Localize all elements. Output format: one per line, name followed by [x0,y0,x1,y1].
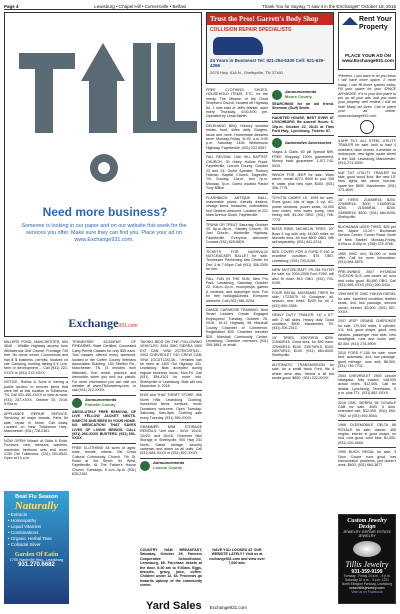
free-clothing-ad: FREE CLOTHING! All sizes of ages: male, female, infants. Old Cross Cultural Community Church. 7th St. Road at 3rd Street. 64 West, Fayetteville. At The Father's House Church. Tuesdays, 9 a.m.-3p.m. (931) 625-2162. [72,445,136,477]
category-title: Automotive Accessories [285,140,332,146]
header-towns: Lewisburg • Chapel Hill • Cornersville • Belfast [94,3,187,9]
haunted-house-ad: HAUNTED HOUSE, BEST EVER AT LYNCHBURG. Be scared! Hours: 6-10p.m. October 22, 28-31 at Tims Ford Hwy., Lynchburg. Tickets: $7. [272,115,334,134]
category-title: Announcements [153,460,185,466]
garretts-address: 2678 Hwy. 41A N., Shelbyville, TN 37160 [210,70,283,75]
circle-badge [360,120,374,134]
column-9 [272,550,273,551]
absolutely-free-ad: ABSOLUTELY FREE REMOVAL OF LIVE YELLOW JACKET NESTS. INSECTS AND BEES IN YOUR HOME. NO MEDICATION! THAT SAVES LIVES OF LIVING BEINGS. CALL (931) 266-XXXX BUSTERS. (931) 691-XXXX. [72,409,136,441]
fall-fun-ad: FALL FUN IN THE SUN, New Pro Park, Lewisburg, Saturday, October 22, 10a.m.-2p.m., moonjumps, games & contests, and scavenger hunt. Fun for free hotdogs&drinks. Everyone welcome. Call (931) 581-0208. [206,276,268,303]
page-number: Page 4 [4,3,19,9]
tickets-ad: TICKETS FOR NASHVILLE NUTCRACKER BALLET for sale. Tennessee Performing Arts Center for Dec 3 at 7:00pm Call (931) 306-2500 for info. [206,249,268,272]
yard-sales-subtitle: Exchange931.com [209,605,247,610]
beat-flu-ad [4,491,69,604]
jewelry-title: Custom Jewelry Design [347,518,387,530]
ehis-ad: EHIS and THAT THRIFT STORE, 506 North Hills, Lewisburg. Clothing, household items, furniture, more! Donations welcome. Open Tuesday-Saturday, 9am-5pm. Clothing sale every Tuesday. (931) 359-XXXX. [140,393,202,420]
tool-bar-l2 [157,43,175,133]
category-subtitle: Lincoln County [153,464,183,470]
millers-pond-ad: MILLERS POND, MANCHESTER, 654 3648 - Wildlife Highway access from Willowbrook Golf Course. Frontage 749 feet. No home owner. Commercial and has $ $ business, permits, stocked on site. Camping, hunting, fishing & it. Live, farm or development.... Call (931) 222-XXXX or (931) 212-XXXX. [4,340,68,375]
motorcraft-ad: NEW MOTORCRAFT FR-784 FILTER for sale, for 2004-2008 Ford F250, will also fit most. $10 OBO. (931) 703-0150. [272,267,334,286]
tall-logo [5,13,202,203]
beat-flu-big: Naturally [14,500,59,512]
beat-flu-address: 1705 Nashville Hwy., Lewisburg [9,558,64,562]
collision-label: COLLISION REPAIR SPECIALISTS [210,27,292,33]
beat-flu-item: • Extracts [8,512,28,517]
car-icon [272,138,282,148]
jewelry-subtitle: JEWELRY REPAIR ESTATE JEWELRY [343,530,391,538]
bed-cover-ad: BED COVER FOR A FORD F-150 in excellent condition. $75 OBO. Lewisburg. (931) 703-0155. [272,249,334,263]
garretts-title: Trust the Pros! Garrett's Body Shop [207,13,333,25]
beat-flu-item: • Homeopathy [8,518,37,523]
gmc-1965-ad: 1965 GMC 4x4, $4,000 or best offer. Call for more information. (931) 684-5878. [338,251,396,265]
rent-body: *Renters, I just want to let you know I will have more space. 2 more today. I can fill those spaces today. Fill your space for your SPACE ANYMORE. If it is your first place to put up all your ads and you want your property well rented, I will do that! Many ad sizes. Call or place your ad online, www.exchange931.com. [338,74,396,118]
beat-flu-item: • Colloidal Silver [8,542,41,547]
automatic-transmission-ad: AUTOMATIC TRANSMISSION for sale, for a small block Ford, fits 4 wheel drive also. Needs a kit but works good. $600. (931) 222-XXXX. [272,362,334,381]
need-business-heading: Need more business? [42,205,168,219]
yard-sales-title: Yard Sales [146,600,202,610]
column-5 [272,88,334,548]
beat-flu-phone: 931.270.6682 [18,562,55,568]
announcement-icon [72,398,82,408]
beat-flu-item: • Organic Herbal Teas [8,536,52,541]
tires-15-ad: 15" TIRES: 205/70R15, $200. 215/60R15. Good tires, for $40 each. 225/60R15, $100. 235/70R15, $100. 265/70R15, $100. (931) 684-6000, Shelbyville. [272,335,334,358]
tillis-name: Tillis Jewelry [345,560,389,569]
garretts-phones: 24 Years in Business! Tel: 921-294-5330 Cell: 921-639-4396 [210,58,325,68]
announcement-icon [140,461,150,471]
tires-mussman-ad: FOUR RATIAL MUSSMAN TIRES for sale, LT235/75 16 Goodyear, all-season, new tread. $200 for all 4. (931) 659-3396. [272,290,334,308]
gmc-yukon-ad: 1995 WHITE GMC YUKON DIESEL for sale, excellent condition, leather seats, 4x4, tow package, second owner, funded, $3,500. (931) 607-XXXX. [338,292,396,315]
grammer-storage-ad: GRAMMER MINI STORAGE RENTALS. Unit size - 5x10, 10x10, 10x20, and 10x15. Grammer Mini Storage in Shelbyville, 500 Hwy 231 North. Gated storage, security cameras, and alarm on all units. Call (931) 684-XXXX or (931) 607-XXXX. [140,424,202,456]
tennessee-firearms-ad: TENNESSEE ACADEMY OF FIREARMS. State Certified, Concealed Carry Permit Classes for only $55 each. Two classes offered every weekend, located in the Coffee County Veterans Association Building, 150 Shelton Rd., Manchester, TN. (5 minutes from Walmart). Gun rental, practice and instruction when you rent our pistols. For more information you can visit our website at www.TNAcademy.com, or call (931) 212-XXXX. [72,340,136,393]
buick-1999-ad: 1999 BUICK REGAL for sale, 3 Door, Coupe, runs good, has transmission problems, just doesn't work, $600. (931) 684-3877. [338,450,396,468]
exchange-domain: 931.com [118,323,138,329]
column-6 [206,340,207,341]
tillis-address: Tuesday - Friday 10 a.m. - 5 p.m. Saturday 10 a.m. - 3 p.m. 1221 North Ellington Parkway, Lewisburg [341,574,393,586]
header-date: Thank You for Saying, "I saw it in the EXchange!" October 19, 2016 [261,3,396,9]
taking-bids-ad: TAKING BIDS ON THE FOLLOWING VEHICLES: 2004 GMC SIERRA 1500 EXT CAB, VIN# 2GTEK19T541... 2003 CHEVROLET S10 CREW CAB, VIN# 1GCDT13X13K... Vehicles can be seen at 1400 Old Highway 431, Lewisburg. Bids accepted during regular business hours, Mon-Fri. Call (931) 359-4101 for more info. Shelbyville or Lewisburg. Bids will end November 5, 2016. [140,340,202,389]
tillis-website[interactable]: www.tillisjewelry.com [349,586,385,591]
country-ham-block [140,548,202,594]
toyota-ad: TOYOTA CAMRY LE, 1994 for sale: Runs good, lots of tags, 4 cyl, AC, power windows, power seats, 10,000 new clutch, new water pump, new timing belt, $1,000 OBO. (931) 796-7775. [272,195,334,222]
franklin-county-header [72,398,136,408]
rent-title: Rent Your Property [359,16,392,31]
ring-image [353,541,381,557]
moore-county-header [272,90,334,100]
facebook-link[interactable]: Visit us on Facebook [351,590,383,595]
appliance-ad: APPLIANCE REPAIR SERVICE. Servicing all major brands. Parts for sale, repair in home. Call today. Located on New Tullahoma Hwy., Manchester. (931) 728-2361. [4,411,68,434]
tires-16-ad: 16" TIRES: 215/65R16, $200. 225/65R16, $200. 215/60R16, $200. 215/55R16, $200. 235/65R16, $200. (931) 684-6200, Shelbyville. [338,197,396,220]
utility-trailer-ad: 4.5HP TILT, ALL STEEL UTILITY TRAILER for sale, built to haul 4 wheelers, lawn mower, 4-wheeler or motorcycle, new lights, spare wheel & tire, 5x8. Lewisburg, Manchester. (931) 271-4000. [338,139,396,166]
visit-website-ad[interactable]: HAVE YOU LOOKED AT OUR WEBSITE LATELY? Visit us at exchange931.com and view over 7,000 ads. [209,548,265,566]
rent-property-ad [338,12,396,70]
tilt-trailer-ad: 5x8' TILT UTILITY TRAILER for sale, good wood floor, like new 15" tires, lights, tail, winch, tow-bar, spare tire, $650. Manchester. (931) 273-4000. [338,170,396,193]
garden-of-eatin: Garden Of Eatin [14,552,59,558]
olds-1966-ad: 1966 OLDSMOBILE DELTA 88 ROYALE for sale, classic, 455 engine, interior in good shape, no rust, runs good, color blue, $1,000. (931) 220-4648. [338,423,396,445]
tall-ad [4,12,202,337]
hyundai-2007-ad: PRE-OWNED 2007 HYUNDAI TUCSON GLS, one owner, all, runs and looks good, $5,850 OBO. Call (931) 695-XXXX (931) 260-3434. [338,269,396,288]
exchange-brand: Exchange [68,316,119,330]
visit-website-block [206,548,268,594]
ford-2010-ad: 2010 FORD F-150 for sale, short bed, automatic, 4x4, tow package, good mileage, runs well, $6,500. (931) 739-7702. [338,350,396,369]
need-business-body: Someone is looking in our paper and on our website this week for the services you offer. Make sure they can find you. Place your ad on www.Exchange931.com. [21,223,187,243]
buchanan-tires-ad: BUCHANAN USED TIRES, $25 per tire, Alpine 13-20+. Buchanan Service Center, Comer Road, North of New Market. Monday-Friday, 8:00a.m.-5:00p.m. (256) 379-4766. [338,224,396,247]
jewelry-ad [338,514,396,604]
country-ham-ad: COUNTRY HAM BREAKFAST, Saturday, October 29, Farmers Cooperative Schoolhouse, Lewisburg, $8. Purchase tickets at the door, 6:30 am to 9:30am. Eggs, biscuits, gravy, juice, coffee. Children under 12, $4. Proceeds go towards upkeep of the community center. [140,548,202,588]
tool-base-l2 [157,121,197,133]
category-subtitle: Franklin County [85,401,116,407]
yard-sales-banner [140,596,334,610]
column-7 [338,74,396,512]
rent-subtitle: PLACE YOUR AD ON www.Exchange931.com [342,53,394,64]
house-icon [342,17,358,25]
trunk-or-treat-ad: TRUNK OR TREAT. Saturday, October 29, 6p.m.-8p.m., Stanley Church, 39 Joel Church, Huntsville Highway, Fayetteville. Everyone welcome! Contact (931) 625-6829. [206,222,268,245]
column-4 [206,88,268,602]
column-2 [72,340,136,602]
country-ham-column [272,420,273,421]
winch-ad: WINCH FOR JEEP for sale. Warn winch, model 8274, 8000 lb. pull, 150 ft. cable, plus new rope, $400. (931) 308-7775. [272,173,334,191]
page-header [4,3,396,10]
beat-flu-top: Beat Flu Season [15,494,58,500]
chev-2004-ad: 2004 CHEVROLET 2500 Lincoln Navigator, fully loaded, 148,000 actual miles, $12,500. Call for details. Lynchburg, Tennessee, 9 p.m. plus TTL. (931) 682-XXXX. [338,373,396,396]
tool-bar-l1 [133,43,151,133]
beat-flu-item: • Combinations [8,530,39,535]
searching-ad: SEARCHING for an old friend. Sherman (Gulf) Smith. [272,102,334,111]
dance-carnegie-ad: DANCE CARNEGIE TRAINING. Nine Smart Leaders Create Engaged Employees! Tuesday, October 25, 2016, 10-12 Highway 96 Marshall County Chamber of Commerce. Registration $39. Chamber member $25. Marshall Community Center, Lewisburg. Chamber members (931) 359-3863, or email. [206,308,268,348]
delehano-bbq-ad: DELEHANO BBQ: Hickory smoked meats, food, sides daily. Burgers, tacos and more. Homemade desserts here! Monday-Friday 11:00 a.m.-9:00 p.m. Saturday 1436 Whitehouse Highway, Fayetteville. (931) 227-8397. [206,123,268,150]
jeep-ad: 2007 JEEP GRAND CHEROKEE for sale, 170,000 miles, 6 cylinder, V-6, 4x4, good shape, good, new window, passenger rear side, new headlights, runs and looks well, $2,300. (931) 278-5909. [338,319,396,346]
announcement-icon [272,90,282,100]
beat-flu-items [4,512,69,548]
automotive-header [272,138,334,148]
tillis-phone: 931-359-9199 [351,569,383,575]
category-subtitle: Moore County [285,94,312,99]
beat-flu-item: • Liquid Vitamins [8,524,42,529]
category-title: Announcements [285,89,317,95]
free-clothing-shoes-ad: FREE CLOTHING, SHOES, HOUSEHOLD ITEMS, ETC. for the needy. The Mission of the Good Shepherd Church, located off Highway 64, 1 mile east of Jeff's Market, open every Thursday, 6:00-8:00 pm. Operated by Linda Martin. [206,88,268,119]
gmc-2016-ad: 2016 GMC SIERRA 5E DOUBLE CAB for sale, 4WD, 4 door, extended cab, $32,000. (931) 693-7982, or (931) 692-9003. [338,400,396,418]
fall-revival-ad: FALL REVIVAL: OAK HILL BAPTIST CHURCH, 39 Haley Hollow Road, Fayetteville, Lincoln County. October 23 and 24. Guest Speaker, Rodney Holman, Baptist Church, Eagleville, TN. Sunday, 11a.m. and 7p.m. Monday, 7p.m. Guest vocalist Pastor Tony Billion. [206,155,268,191]
now-open-ad: NOW OPEN! Wizard of Odds & Ends. Furniture, new, dressers, washers, wardrobe, bedroom sets and more. 2150 Old Tullahoma. (331) 253-8543. Open at 10 a.m. [4,438,68,461]
flashback-ad: FLASHBACK ANTIQUE MALL, reasonable prices, friendly dealers, vintage items, treasures, collectables too! Dealers welcome. Located at 221 Main Avenue South, Fayetteville. [206,195,268,218]
exchange-logo [5,314,201,332]
viagra-ad: Viagra & Cialis. 50 pill Special $99. FREE Shipping! 100% guaranteed. Money back guarantee! 1-877-743-5419. [272,150,334,168]
lincoln-county-header [140,461,202,471]
garretts-body-shop-ad [206,12,334,84]
boss-rims-ad: BOSS RIMS, MICHELIN TIRES, 20" Boss 5 lug with only 15,000 miles on Michelin tires. All four $600 OBO. Will sell separately. (931) 841-2214. [272,227,334,245]
heavy-trailer-ad: HEAVY DUTY TRAILER, 16' x 6'7" with 2' tall sides. Heavy duty. Good condition. $900. Manchester, TN. (931) 306-2313. [272,313,334,331]
notice-ad: NOTICE, Rollins & Sons is having a public auction to recover items that were left at this location in Tullahoma, TN. Call 931-455-XXXX or view at www.(931) 247-XXXX. October 20, 2016, 9:00a.m. [4,380,68,407]
category-title: Announcements [85,397,117,403]
car-icon [213,37,263,55]
